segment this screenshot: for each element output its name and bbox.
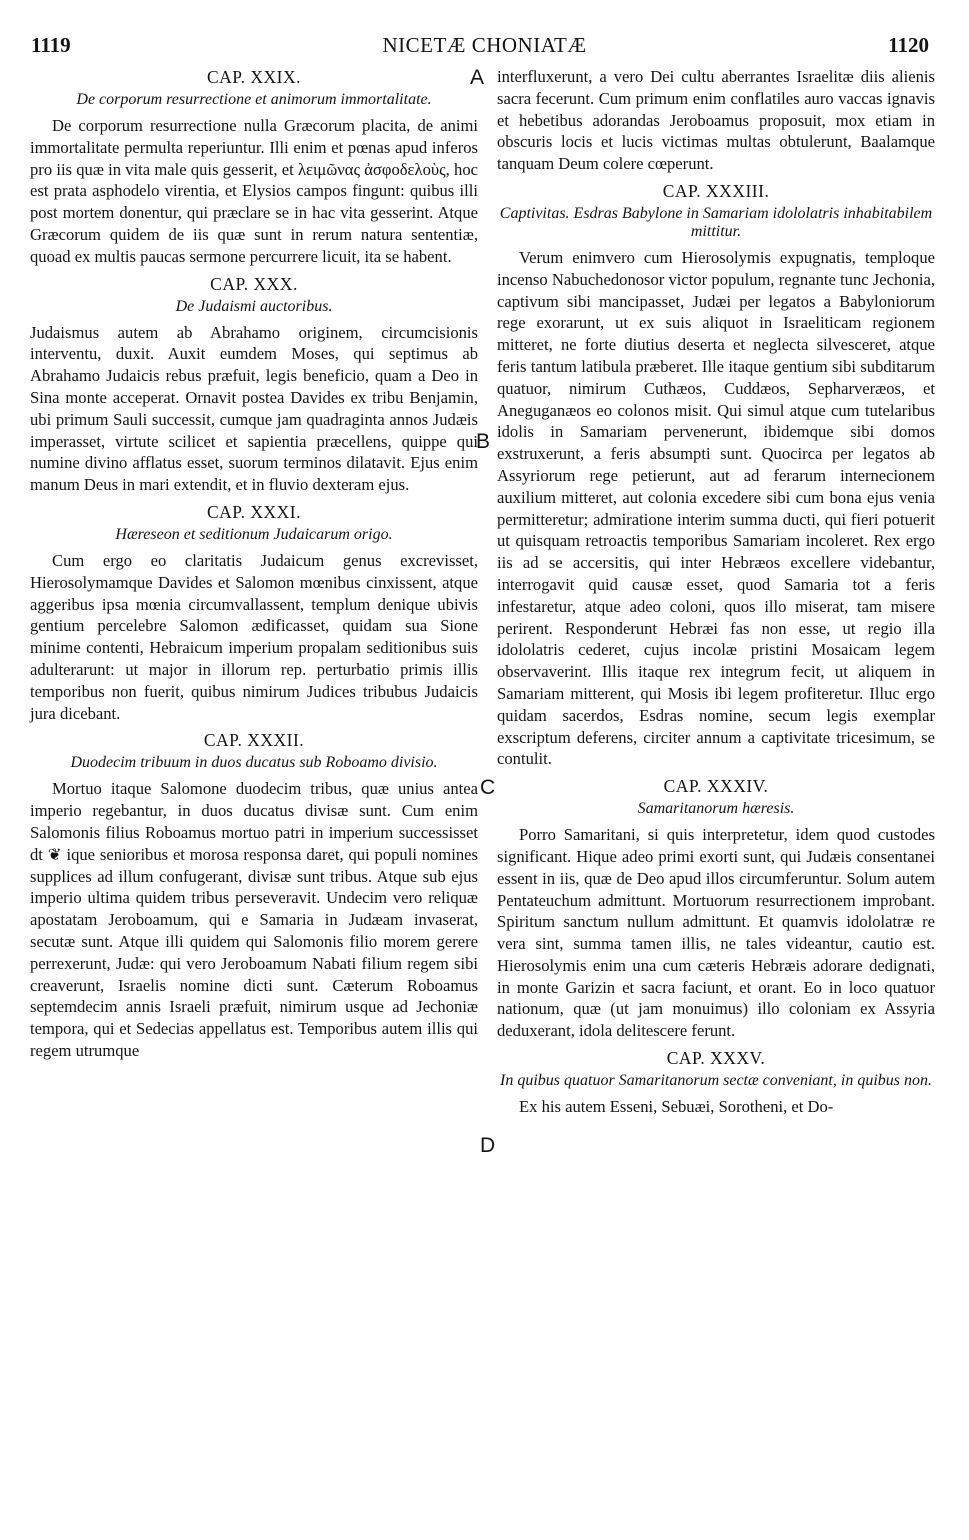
page-header (0, 0, 969, 60)
margin-marker-c: C (480, 776, 496, 799)
continuation-text: interfluxerunt, a vero Dei cultu aberrantes Israelitæ diis alienis sacra fecerunt. Cum primum enim conflatiles auro vaccas ignavis et hebetibus adorandas Jeroboamus proposuit, mox etiam in obscuris locis et lucis victimas multas obtulerunt, Baalamque tanquam Deum colere cœperunt. (497, 67, 935, 174)
running-title: NICETÆ CHONIATÆ (382, 33, 587, 57)
chapter-heading: CAP. XXX. (210, 273, 298, 294)
margin-marker-d: D (480, 1134, 496, 1157)
chapter-subtitle: In quibus quatuor Samaritanorum sectæ conveniant, in quibus non. (500, 1072, 932, 1090)
chapter-heading: CAP. XXIX. (207, 67, 301, 87)
chapter-subtitle: De corporum resurrectione et animorum immortalitate. (76, 91, 432, 108)
margin-marker-a: A (470, 66, 485, 89)
chapter-text: De corporum resurrectione nulla Græcorum placita, de animi immortalitate permulta reperiuntur. Illi enim et pœnas apud inferos pro iis quæ in vita male quis gesserit, et λειμῶνας ἀσφοδελοὺς, hoc est prata asphodelo virentia, et Elysios campos fingunt: quibus illi post mortem donentur, qui præclare se in hac vita gesserint. Atque Græcorum quidem de iis quæ sunt in rerum natura sententiæ, quoad ex multis paucas sermone percurrere licuit, ita se habent. (30, 116, 478, 266)
chapter-subtitle: Hæreseon et seditionum Judaicarum origo. (115, 525, 393, 543)
chapter-text: Porro Samaritani, si quis interpretetur, idem quod custodes significant. Hique adeo primi exorti sunt, qui Judæis consentanei essent in iis, quæ de Deo apud illos circumferuntur. Solum autem Pentateuchum admittunt. Mortuorum resurrectionem improbant. Spiritum sanctum nullum admittunt. Et quamvis idololatræ re vera sint, summa tamen illis, ne tales videantur, cautio est. Hierosolymis enim una cum cæteris Hebræis adorare dedignati, in monte Garizin et sacra faciunt, et orant. Eo in loco quatuor nationum, quæ (ut jam monuimus) illo coloniam ex Assyria deduxerant, idola delitescere ferunt. (497, 825, 935, 1041)
chapter-heading: CAP. XXXII. (203, 730, 305, 751)
chapter-subtitle: Duodecim tribuum in duos ducatus sub Roboamo divisio. (70, 754, 438, 772)
page-number-left: 1119 (31, 33, 71, 57)
chapter-heading: CAP. XXXIII. (662, 180, 770, 201)
left-column (30, 66, 478, 1067)
chapter-subtitle: De Judaismi auctoribus. (175, 297, 333, 315)
chapter-text: Verum enimvero cum Hierosolymis expugnatis, temploque incenso Nabuchedonosor victor populum, regnante tunc Jechonia, captivum sibi mancipasset, Judæi per legatos a Babyloniorum rege exorarunt, ut ex suis aliquot in Israeliticam regionem mitteret, ne forte diutius deserta et neglecta silvesceret, atque feris tantum latibula præberet. Ille itaque gentium sibi subditarum quatuor, nimirum Cuthæos, Cuddæos, Sepharveræos, et Aneguganæos eo colonos misit. Qui simul atque cum tutelaribus idolis in Samariam pervenerunt, ibidemque sibi domos exstruxerunt, a feris absumpti sunt. Quocirca per legatos ab Assyriorum rege petierunt, aut ad ferarum internecionem auxilium mitteret, aut colonia excedere sibi cum bona ejus venia permitteretur; admiratione interim summa ducti, qui fieri potuerit ut quisquam retroactis temporibus Samariam incoleret. Rex ergo iis ad se accersitis, qui inter Hebræos excellere videbantur, interrogavit quid causæ esset, quod Samaria tot a feris infestaretur, atque adeo coloni, quos illo miserat, tam misere perirent. Responderunt Hebræi fas non esse, ut regio illa idololatris cederet, cujus incolæ pristini Mosaicam legem observaverint. Illis itaque rex integrum fecit, ut aliquem in Samariam mitterent, qui Mosis ibi legem profiteretur. Illuc ergo quidam sacerdos, Esdras nomine, secum legis exemplar exscriptum deferens, circiter annum a captivitate tricesimum, se contulit. (497, 247, 935, 769)
chapter-text: Mortuo itaque Salomone duodecim tribus, quæ unius antea imperio regebantur, in duos ducatus divisæ sunt. Cum enim Salomonis filius Roboamus mortuo patri in imperium successisset dt ❦ ique senioribus et morosa responsa daret, qui populi nomines supplices ad illum confugerant, divisæ sunt tribus. Atque sub ejus imperio ultima quidem tribus perseveravit. Undecim vero reliquæ apostatam Jeroboamum, qui e Samaria in Judæam invaserat, secutæ sunt. Atque illi quidem qui Salomonis filio morem gerere perrexerunt, Judæ: qui vero Jeroboamum Nabati filium regem sibi creaverunt, Israelis nomine dicti sunt. Cæterum Roboamus septemdecim annis Israeli præfuit, nimirum usque ad Jechoniæ tempora, qui et Sedecias appellatus est. Temporibus autem illis qui regem utrumque (30, 779, 478, 1060)
chapter-heading: CAP. XXXIV. (663, 776, 769, 797)
chapter-text: Judaismus autem ab Abrahamo originem, circumcisionis interventu, duxit. Auxit eumdem Moses, qui septimus ab Abrahamo Judaicis rebus præfuit, legis beneficio, quam a Deo in Sina monte acceperat. Ornavit postea Davides ex tribu Benjamin, ubi primum Sauli successit, cumque jam quadraginta annos Judæis imperasset, virtute scilicet et sapientia præcellens, quippe qui numine divino afflatus esset, suorum terminos dilatavit. Ejus enim manum Deus in mari extendit, et in fluvio dexteram ejus. (30, 322, 478, 495)
chapter-subtitle: Captivitas. Esdras Babylone in Samariam idololatris inhabitabilem mittitur. (499, 204, 933, 240)
chapter-heading: CAP. XXXI. (207, 501, 301, 522)
chapter-text: Cum ergo eo claritatis Judaicum genus excrevisset, Hierosolymamque Davides et Salomon mœnibus cinxissent, atque aggeribus ipsa mœnia circumvallassent, templum denique ubivis gentium percelebre Salomon ædificasset, quidam sua Sione minime contenti, Hebraicum imperium propalam seditionibus suis adulterarunt: ut major in illorum rep. perturbatio primis illis temporibus non fuerit, quibus nimirum Judices tribubus Judaicis jura dicebant. (30, 550, 478, 723)
chapter-text: Ex his autem Esseni, Sebuæi, Sorotheni, et Do- (519, 1097, 834, 1117)
margin-marker-b: B (476, 430, 491, 453)
chapter-subtitle: Samaritanorum hæresis. (637, 800, 795, 818)
page-number-right: 1120 (888, 33, 929, 57)
chapter-heading: CAP. XXXV. (666, 1048, 766, 1069)
right-column (497, 66, 935, 1123)
